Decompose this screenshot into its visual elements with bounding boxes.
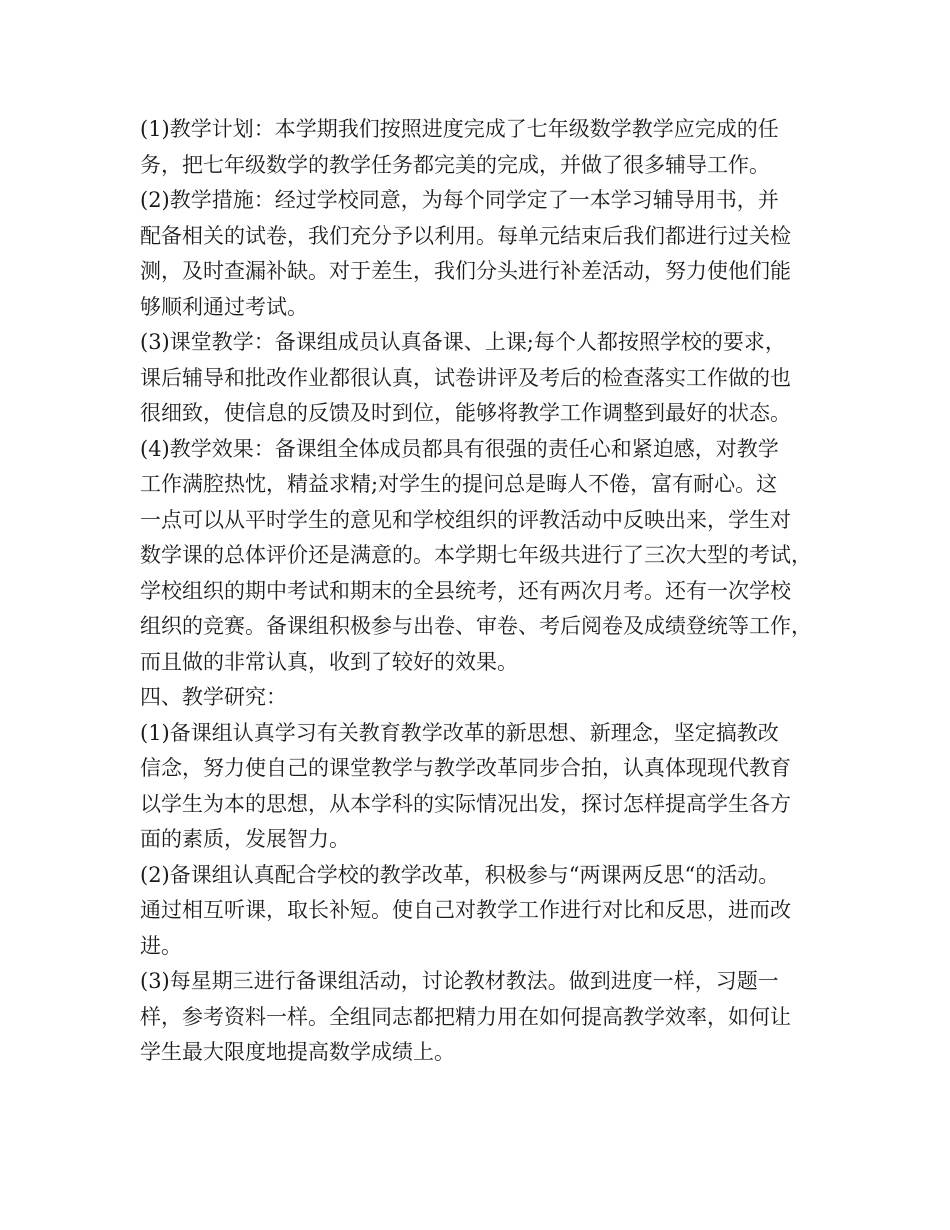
text-line: 很细致，使信息的反馈及时到位，能够将教学工作调整到最好的状态。 (140, 401, 791, 425)
text-line: 通过相互听课，取长补短。使自己对教学工作进行对比和反思，进而改 (140, 898, 791, 922)
text-line: 够顺利通过考试。 (140, 294, 308, 319)
text-line: (4)教学效果：备课组全体成员都具有很强的责任心和紧迫感，对教学 (140, 436, 779, 461)
text-line: 进。 (140, 933, 182, 958)
text-line: 而且做的非常认真，收到了较好的效果。 (140, 649, 518, 674)
text-line: 测，及时查漏补缺。对于差生，我们分头进行补差活动，努力使他们能 (140, 259, 791, 283)
text-line: 一点可以从平时学生的意见和学校组织的评教活动中反映出来，学生对 (140, 507, 791, 532)
text-line: 学校组织的期中考试和期末的全县统考，还有两次月考。还有一次学校 (140, 578, 791, 603)
text-line: 学生最大限度地提高数学成绩上。 (140, 1040, 455, 1064)
text-line: 工作满腔热忱，精益求精;对学生的提问总是晦人不倦，富有耐心。这 (140, 472, 778, 496)
document-body (140, 112, 840, 1071)
text-line: 组织的竞赛。备课组积极参与出卷、审卷、考后阅卷及成绩登统等工作， (140, 614, 812, 638)
text-line: 面的素质，发展智力。 (140, 827, 350, 851)
text-line: 以学生为本的思想，从本学科的实际情况出发，探讨怎样提高学生各方 (140, 791, 791, 816)
text-line: (2)教学措施：经过学校同意，为每个同学定了一本学习辅导用书，并 (140, 188, 779, 212)
section-heading: 四、教学研究： (140, 685, 287, 709)
text-line: 信念，努力使自己的课堂教学与教学改革同步合拍，认真体现现代教育 (140, 756, 791, 780)
text-line: (3)每星期三进行备课组活动，讨论教材教法。做到进度一样，习题一 (140, 969, 779, 993)
text-line: (1)教学计划：本学期我们按照进度完成了七年级数学教学应完成的任 (140, 117, 779, 141)
text-line: 务，把七年级数学的教学任务都完美的完成，并做了很多辅导工作。 (140, 152, 770, 177)
text-line: (2)备课组认真配合学校的教学改革，积极参与“两课两反思“的活动。 (140, 862, 780, 887)
text-line: 数学课的总体评价还是满意的。本学期七年级共进行了三次大型的考试， (140, 543, 812, 567)
text-line: 课后辅导和批改作业都很认真，试卷讲评及考后的检查落实工作做的也 (140, 365, 791, 390)
text-line: (3)课堂教学：备课组成员认真备课、上课;每个人都按照学校的要求， (140, 330, 786, 354)
text-line: 配备相关的试卷，我们充分予以利用。每单元结束后我们都进行过关检 (140, 223, 791, 248)
text-line: (1)备课组认真学习有关教育教学改革的新思想、新理念，坚定搞教改 (140, 720, 779, 745)
text-line: 样，参考资料一样。全组同志都把精力用在如何提高教学效率，如何让 (140, 1004, 791, 1029)
